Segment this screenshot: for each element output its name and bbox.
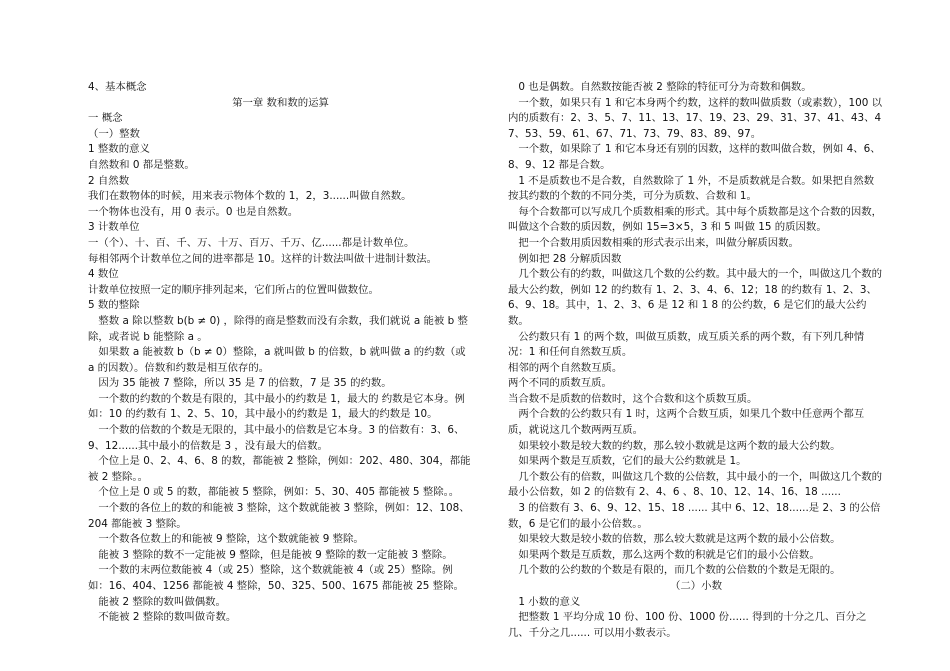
paragraph: （一）整数 [88,127,140,140]
paragraph: 公约数只有 1 的两个数，叫做互质数，成互质关系的两个数，有下列几种情况：1 和任何自然数互质。 [508,330,865,359]
paragraph: 如果两个数是互质数，那么这两个数的积就是它们的最小公倍数。 [518,548,820,561]
paragraph: 2 自然数 [88,174,130,187]
paragraph: 因为 35 能被 7 整除，所以 35 是 7 的倍数，7 是 35 的约数。 [98,377,392,390]
right-column [508,80,884,641]
paragraph: 如果两个数是互质数，它们的最大公约数就是 1。 [518,455,747,468]
paragraph: 1 小数的意义 [518,595,581,608]
paragraph: 几个数公有的约数，叫做这几个数的公约数。其中最大的一个，叫做这几个数的最大公约数，例如 12 的约数有 1、2、3、4、6、12；18 的约数有 1、2、3、6、9、18。其中，1、2、3、6 是 12 和 1 8 的公约数，6 是它们的最大公约数。 [508,268,883,327]
paragraph: 0 也是偶数。自然数按能否被 2 整除的特征可分为奇数和偶数。 [518,81,812,93]
paragraph: 一个数，如果除了 1 和它本身还有别的因数，这样的数叫做合数，例如 4、6、8、9、12 都是合数。 [508,143,881,171]
paragraph: 我们在数物体的时候，用来表示物体个数的 1，2，3......叫做自然数。 [88,190,412,203]
paragraph: 一 概念 [88,112,123,125]
paragraph: 如果较小数是较大数的约数，那么较小数就是这两个数的最大公约数。 [518,439,841,452]
paragraph: 一个数的约数的个数是有限的，其中最小的约数是 1，最大的 约数是它本身。例如：10 的约数有 1、2、5、10，其中最小的约数是 1，最大的约数是 10。 [88,392,465,421]
paragraph: 每相邻两个计数单位之间的进率都是 10。这样的计数法叫做十进制计数法。 [88,252,438,265]
paragraph: 3 计数单位 [88,221,140,234]
paragraph: 例如把 28 分解质因数 [518,252,622,265]
paragraph: 个位上是 0 或 5 的数，都能被 5 整除，例如：5、30、405 都能被 5 整除。。 [98,486,460,499]
paragraph: 几个数公有的倍数，叫做这几个数的公倍数，其中最小的一个，叫做这几个数的最小公倍数，如 2 的倍数有 2、4、6 、8、10、12、14、16、18 ...... [508,470,883,499]
paragraph: 一个数，如果只有 1 和它本身两个约数，这样的数叫做质数（或素数），100 以内的质数有：2、3、5、7、11、13、17、19、23、29、31、37、41、43、47、53、59、61、67、71、73、79、83、89、97。 [508,96,883,140]
paragraph: 当合数不是质数的倍数时，这个合数和这个质数互质。 [508,392,758,405]
paragraph: 1 不是质数也不是合数，自然数除了 1 外，不是质数就是合数。如果把自然数按其约数的个数的不同分类，可分为质数、合数和 1。 [508,174,875,203]
paragraph: 一个数的各位上的数的和能被 3 整除，这个数就能被 3 整除，例如：12、108、204 都能被 3 整除。 [88,502,470,530]
paragraph: 两个合数的公约数只有 1 时，这两个合数互质，如果几个数中任意两个都互质，就说这几个数两两互质。 [508,408,865,437]
paragraph: 如果较大数是较小数的倍数，那么较大数就是这两个数的最小公倍数。 [518,533,841,546]
paragraph: 相邻的两个自然数互质。 [508,361,623,374]
left-column [88,80,473,626]
paragraph: 整数 a 除以整数 b(b ≠ 0) ，除得的商是整数而没有余数，我们就说 a 能被 b 整除，或者说 b 能整除 a 。 [88,314,468,343]
paragraph: 一个数的倍数的个数是无限的，其中最小的倍数是它本身。3 的倍数有：3、6、9、12......其中最小的倍数是 3 ，没有最大的倍数。 [88,424,465,452]
paragraph: 自然数和 0 都是整数。 [88,158,195,171]
paragraph: 一个物体也没有，用 0 表示。0 也是自然数。 [88,205,299,218]
paragraph: 每个合数都可以写成几个质数相乘的形式。其中每个质数都是这个合数的因数，叫做这个合数的质因数，例如 15=3×5，3 和 5 叫做 15 的质因数。 [508,205,883,234]
paragraph: 第一章 数和数的运算 [232,96,329,109]
paragraph: 4 数位 [88,268,119,281]
paragraph: 5 数的整除 [88,299,140,312]
paragraph: 能被 3 整除的数不一定能被 9 整除，但是能被 9 整除的数一定能被 3 整除。 [98,548,453,561]
paragraph: （二）小数 [670,580,722,592]
paragraph: 1 整数的意义 [88,143,150,156]
paragraph: 把一个合数用质因数相乘的形式表示出来，叫做分解质因数。 [518,236,799,249]
paragraph: 把整数 1 平均分成 10 份、100 份、1000 份...... 得到的十分之几、百分之几、千分之几...... 可以用小数表示。 [508,611,867,639]
paragraph: 两个不同的质数互质。 [508,377,612,390]
paragraph: 3 的倍数有 3、6、9、12、15、18 ...... 其中 6、12、18......是 2、3 的公倍数，6 是它们的最小公倍数。。 [508,502,881,530]
paragraph: 一个数各位数上的和能被 9 整除，这个数就能被 9 整除。 [98,533,364,546]
paragraph: 个位上是 0、2、4、6、8 的数，都能被 2 整除，例如：202、480、304，都能被 2 整除。。 [88,455,471,483]
paragraph: 几个数的公约数的个数是有限的，而几个数的公倍数的个数是无限的。 [518,564,841,577]
paragraph: 如果数 a 能被数 b（b ≠ 0）整除，a 就叫做 b 的倍数，b 就叫做 a 的约数（或 a 的因数）。倍数和约数是相互依存的。 [88,346,466,374]
paragraph: 4、基本概念 [88,81,147,93]
paragraph: 计数单位按照一定的顺序排列起来，它们所占的位置叫做数位。 [88,283,379,296]
paragraph: 不能被 2 整除的数叫做奇数。 [98,611,237,624]
paragraph: 一（个）、十、百、千、万、十万、百万、千万、亿......都是计数单位。 [88,236,415,249]
paragraph: 能被 2 整除的数叫做偶数。 [98,595,226,608]
paragraph: 一个数的末两位数能被 4（或 25）整除，这个数就能被 4（或 25）整除。例如：16、404、1256 都能被 4 整除，50、325、500、1675 都能被 25 整除。 [88,564,464,592]
